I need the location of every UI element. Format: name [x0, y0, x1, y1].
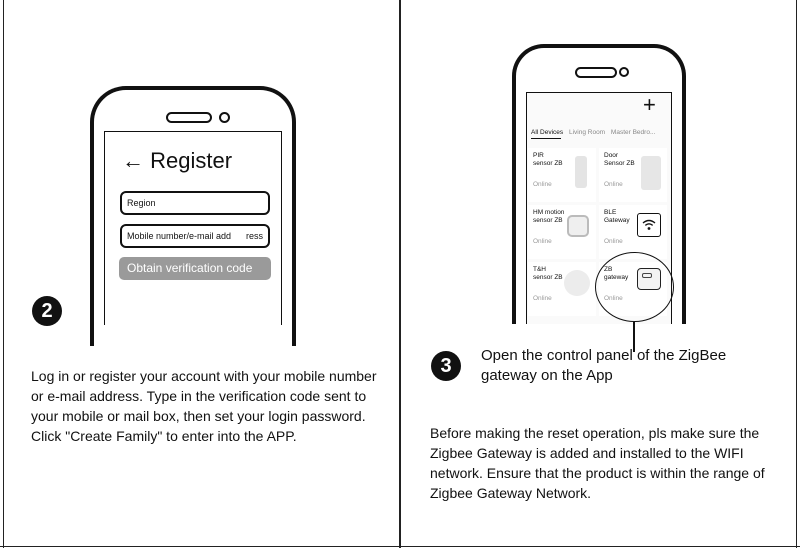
tab-master-bedroom[interactable]: Master Bedro... — [610, 129, 656, 136]
device-card-ble-gateway[interactable] — [599, 205, 667, 259]
region-field-label: Region — [127, 198, 156, 208]
device-name: T&H sensor ZB — [533, 266, 563, 281]
register-title[interactable]: ← Register — [122, 148, 233, 173]
device-name: HM motion sensor ZB — [533, 209, 565, 224]
left-border — [3, 0, 4, 548]
device-status: Online — [533, 295, 552, 302]
wifi-icon — [637, 213, 661, 237]
door-sensor-icon — [641, 156, 661, 190]
mobile-field-label-tail: ress — [245, 231, 263, 241]
step-2-badge: 2 — [32, 296, 62, 326]
device-status: Online — [533, 238, 552, 245]
speaker-icon — [575, 67, 617, 78]
center-divider — [399, 0, 401, 548]
device-status: Online — [533, 181, 552, 188]
hm-motion-sensor-icon — [567, 215, 589, 237]
th-sensor-icon — [564, 270, 590, 296]
obtain-verification-code-button[interactable]: Obtain verification code — [119, 257, 271, 280]
device-status: Online — [604, 295, 623, 302]
reset-note-text: Before making the reset operation, pls make sure the Zigbee Gateway is added and installed to the WIFI network. Ensure that the product is within the range of Zigbee Gateway Network. — [430, 425, 765, 501]
region-field[interactable] — [120, 191, 270, 215]
device-status: Online — [604, 238, 623, 245]
tab-living-room[interactable]: Living Room — [568, 129, 606, 136]
camera-icon — [619, 67, 629, 77]
device-status: Online — [604, 181, 623, 188]
instructions-text: Log in or register your account with your mobile number or e-mail address. Type in the verification code sent to your mobile or mail box, then set your login password. Click "Create Family" to enter into the APP. — [31, 368, 377, 444]
device-card-hm-motion[interactable] — [528, 205, 596, 259]
device-card-door[interactable] — [599, 148, 667, 202]
device-name: ZB gateway — [604, 266, 629, 281]
device-name: BLE Gateway — [604, 209, 630, 224]
bottom-border — [0, 546, 800, 547]
room-tabs — [531, 129, 655, 136]
tab-all-devices[interactable]: All Devices — [531, 129, 564, 136]
active-tab-indicator — [531, 138, 561, 139]
camera-icon — [219, 112, 230, 123]
speaker-icon — [166, 112, 212, 123]
device-name: Door Sensor ZB — [604, 152, 635, 167]
mobile-email-field[interactable] — [120, 224, 270, 248]
step-3-badge: 3 — [431, 351, 461, 381]
right-border — [796, 0, 797, 548]
device-name: PIR sensor ZB — [533, 152, 563, 167]
device-card-pir[interactable] — [528, 148, 596, 202]
add-device-button[interactable]: + — [643, 92, 656, 117]
pir-sensor-icon — [575, 156, 587, 188]
device-card-th-sensor[interactable] — [528, 262, 596, 316]
mobile-field-label: Mobile number/e-mail add — [127, 231, 232, 241]
step-3-caption: Open the control panel of the ZigBee gateway on the App — [481, 347, 727, 384]
highlight-circle — [595, 252, 674, 322]
